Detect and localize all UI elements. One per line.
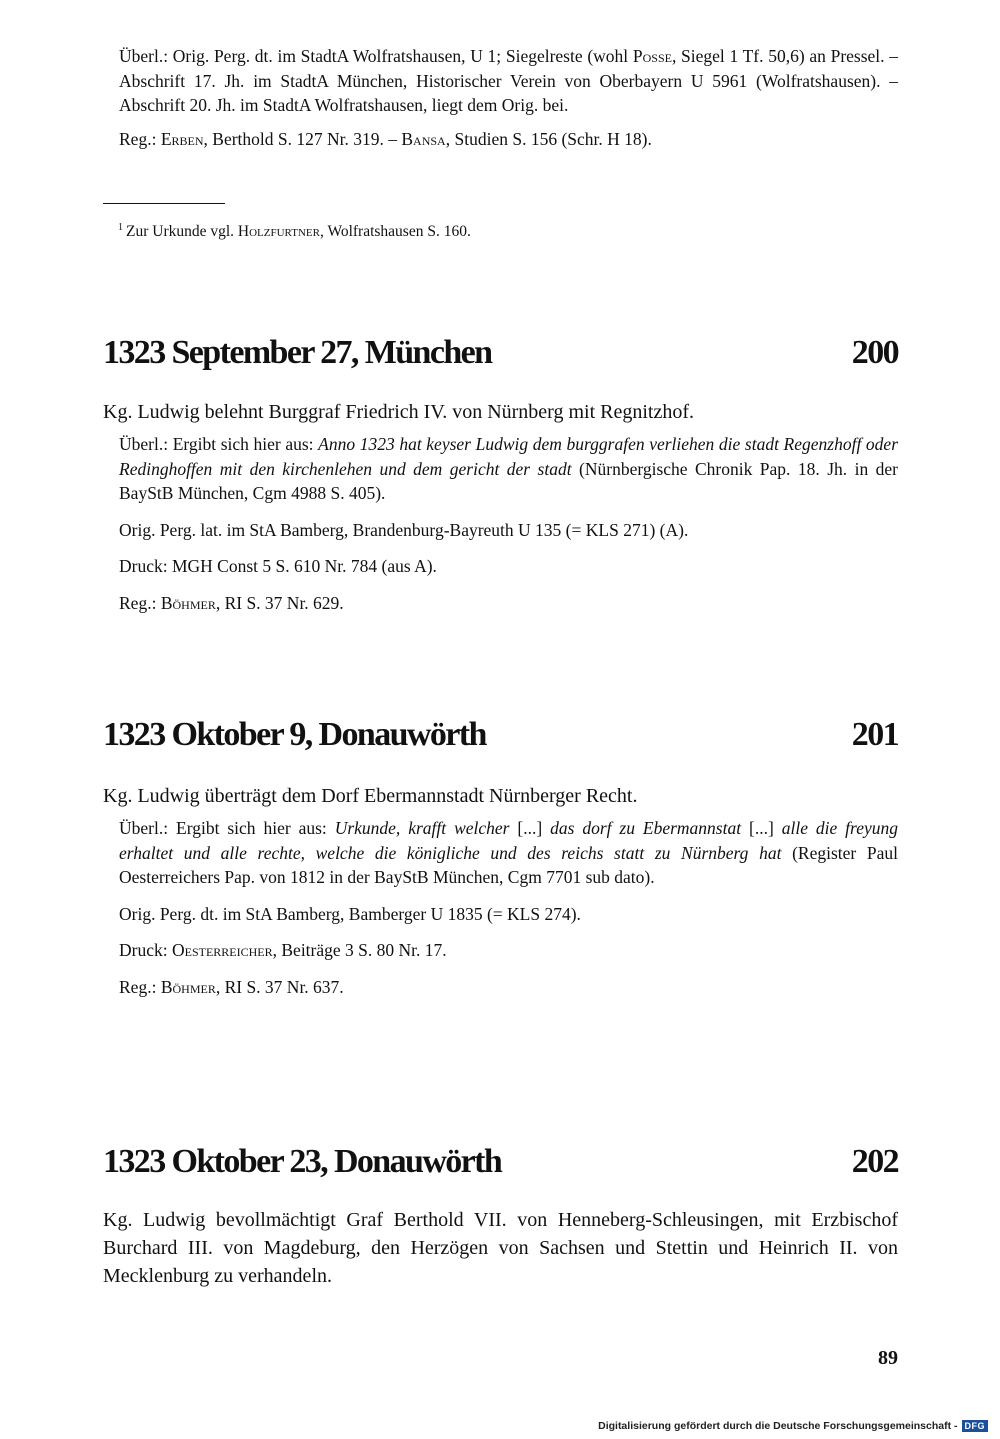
entry-ueberl: Überl.: Ergibt sich hier aus: Urkunde, krafft welcher [...] das dorf zu Ebermannstat [...] alle die freyung erhaltet und alle rechte, welche die königliche und des reichs statt zu Nürnberg hat (Register Paul Oesterreichers Pap. von 1812 in der BayStB München, Cgm 7701 sub dato). [119, 818, 898, 887]
footnote-divider [103, 203, 225, 204]
entry-summary: Kg. Ludwig überträgt dem Dorf Ebermannstadt Nürnberger Recht. [103, 785, 638, 807]
entry-number: 200 [851, 334, 898, 371]
prev-reg: Reg.: Erben, Berthold S. 127 Nr. 319. – Bansa, Studien S. 156 (Schr. H 18). [119, 128, 652, 149]
entry-orig: Orig. Perg. lat. im StA Bamberg, Brandenburg-Bayreuth U 135 (= KLS 271) (A). [119, 519, 689, 540]
prev-entry-notes [103, 44, 898, 151]
entry-number: 201 [851, 716, 898, 753]
entry-date: 1323 Oktober 9, Donauwörth [103, 716, 486, 753]
entry-heading-201 [103, 716, 898, 754]
entry-orig: Orig. Perg. dt. im StA Bamberg, Bamberger U 1835 (= KLS 274). [119, 903, 581, 924]
footnote: $^1$ Zur Urkunde vgl. Holzfurtner, Wolfratshausen S. 160. [118, 222, 471, 241]
entry-reg: Reg.: Böhmer, RI S. 37 Nr. 629. [119, 592, 344, 613]
prev-ueberl: Überl.: Orig. Perg. dt. im StadtA Wolfratshausen, U 1; Siegelreste (wohl Posse, Siegel 1 Tf. 50,6) an Pressel. – Abschrift 17. Jh. im StadtA München, Historischer Verein von Oberbayern U 5961 (Wolfratshausen). – Abschrift 20. Jh. im StadtA Wolfratshausen, liegt dem Orig. bei. [119, 46, 899, 115]
entry-druck: Druck: Oesterreicher, Beiträge 3 S. 80 Nr. 17. [119, 940, 447, 960]
entry-number: 202 [851, 1143, 898, 1180]
entry-summary: Kg. Ludwig belehnt Burggraf Friedrich IV. von Nürnberg mit Regnitzhof. [103, 401, 695, 423]
page-number: 89 [878, 1347, 898, 1369]
entry-summary: Kg. Ludwig bevollmächtigt Graf Berthold VII. von Henneberg-Schleusingen, mit Erzbischof Burchard III. von Magdeburg, den Herzögen von Sachsen und Stettin und Heinrich II. von Mecklenburg zu verhandeln. [103, 1209, 898, 1287]
entry-heading-202 [103, 1143, 898, 1181]
funding-footer [598, 1420, 988, 1432]
entry-date: 1323 September 27, München [103, 334, 492, 371]
entry-body-202 [103, 1206, 898, 1290]
entry-ueberl: Überl.: Ergibt sich hier aus: Anno 1323 hat keyser Ludwig dem burggrafen verliehen die stadt Regenzhoff oder Redinghoffen mit den kirchenlehen und dem gericht der stadt (Nürnbergische Chronik Pap. 18. Jh. in der BayStB München, Cgm 4988 S. 405). [119, 434, 898, 503]
entry-reg: Reg.: Böhmer, RI S. 37 Nr. 637. [119, 976, 344, 997]
entry-druck: Druck: MGH Const 5 S. 610 Nr. 784 (aus A). [119, 556, 437, 576]
entry-body-201 [103, 782, 898, 999]
entry-date: 1323 Oktober 23, Donauwörth [103, 1143, 502, 1180]
funding-text: Digitalisierung gefördert durch die Deutsche Forschungsgemeinschaft - [598, 1420, 958, 1432]
dfg-logo: DFG [962, 1420, 989, 1432]
entry-heading-200 [103, 334, 898, 372]
entry-body-200 [103, 398, 898, 615]
